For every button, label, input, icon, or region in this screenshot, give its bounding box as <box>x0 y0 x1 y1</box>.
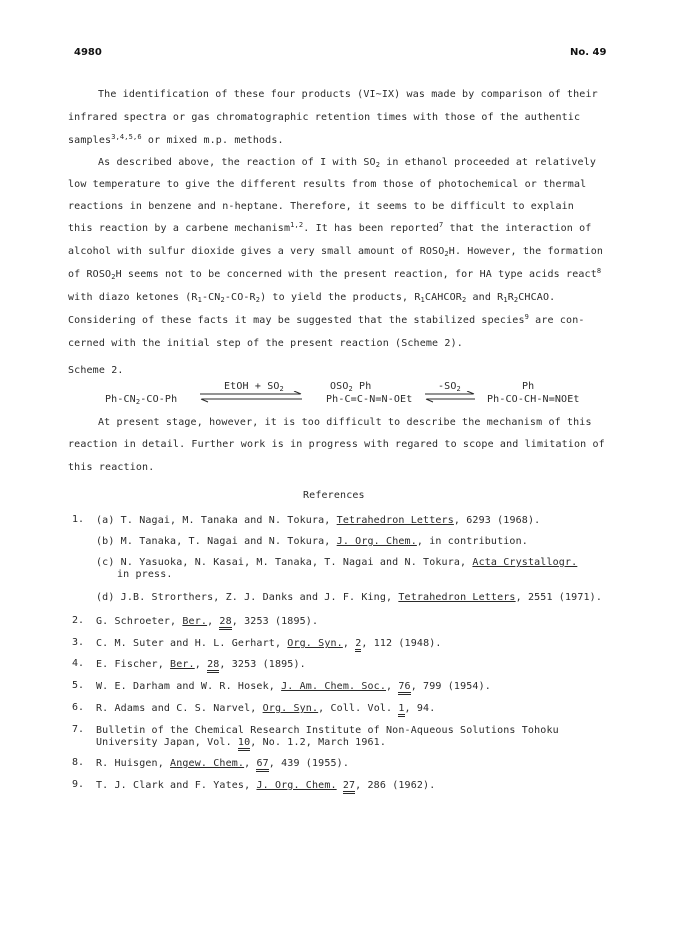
reference-7-number: 7. <box>72 724 85 735</box>
equilibrium-arrow-1 <box>200 391 305 403</box>
reference-1b: (b) M. Tanaka, T. Nagai and N. Tokura, J. Org. Chem., in contribution. <box>96 536 528 547</box>
scheme-reagent-2: $-SO_2$ <box>438 381 461 393</box>
paragraph-3-line-2: reaction in detail. Further work is in progress with regared to scope and limitation of <box>68 439 605 450</box>
references-heading: References <box>303 490 365 501</box>
issue-number: No. 49 <box>570 47 607 58</box>
reference-1c: (c) N. Yasuoka, N. Kasai, M. Tanaka, T. Nagai and N. Tokura, Acta Crystallogr. <box>96 557 578 568</box>
paragraph-3-line-3: this reaction. <box>68 462 155 473</box>
reference-6: R. Adams and C. S. Narvel, Org. Syn., Coll. Vol. 1, 94. <box>96 702 435 717</box>
reference-2-number: 2. <box>72 615 85 626</box>
paragraph-2-line-7: with diazo ketones $(R_1-CN_2-CO-R_2)$ to yield the products, $R_1CAHCOR_2$ and $R_1R_2CHCAO$. <box>68 292 556 304</box>
paragraph-1-line-3: samples$^{3,4,5,6}$ or mixed m.p. methods. <box>68 133 284 146</box>
reference-8: R. Huisgen, Angew. Chem., 67, 439 (1955). <box>96 757 349 772</box>
paragraph-2-line-5: alcohol with sulfur dioxide gives a very small amount of $ROSO_2H$. However, the formation <box>68 246 604 258</box>
reference-8-number: 8. <box>72 757 85 768</box>
reference-4-number: 4. <box>72 658 85 669</box>
reference-3-number: 3. <box>72 637 85 648</box>
reference-5: W. E. Darham and W. R. Hosek, J. Am. Chem. Soc., 76, 799 (1954). <box>96 680 491 695</box>
reference-9: T. J. Clark and F. Yates, J. Org. Chem. 27, 286 (1962). <box>96 779 435 794</box>
reference-1a: (a) T. Nagai, M. Tanaka and N. Tokura, Tetrahedron Letters, 6293 (1968). <box>96 515 541 526</box>
reference-7-line-1: Bulletin of the Chemical Research Institute of Non-Aqueous Solutions Tohoku <box>96 725 559 736</box>
paragraph-3-line-1: At present stage, however, it is too difficult to describe the mechanism of this <box>98 417 592 428</box>
reference-5-number: 5. <box>72 680 85 691</box>
scheme-label: Scheme 2. <box>68 365 124 376</box>
reference-4: E. Fischer, Ber., 28, 3253 (1895). <box>96 658 306 673</box>
paragraph-1-line-1: The identification of these four products (VI~IX) was made by comparison of their <box>98 89 598 100</box>
reference-2: G. Schroeter, Ber., 28, 3253 (1895). <box>96 615 318 630</box>
paragraph-2-line-9: cerned with the initial step of the present reaction (Scheme 2). <box>68 338 463 349</box>
reference-7-line-2: University Japan, Vol. 10, No. 1.2, March 1961. <box>96 736 386 751</box>
reference-1d: (d) J.B. Strorthers, Z. J. Danks and J. F. King, Tetrahedron Letters, 2551 (1971). <box>96 592 602 603</box>
scheme-product-substituent: Ph <box>522 381 535 392</box>
paragraph-2-line-1: As described above, the reaction of I with $SO_2$ in ethanol proceeded at relatively <box>98 157 597 169</box>
reference-9-number: 9. <box>72 779 85 790</box>
paragraph-2-line-8: Considering of these facts it may be suggested that the stabilized species$^9$ are con- <box>68 313 585 326</box>
scheme-intermediate: Ph-C=C-N=N-OEt <box>326 394 413 405</box>
paragraph-1-line-2: infrared spectra or gas chromatographic retention times with those of the authentic <box>68 112 581 123</box>
scheme-reactant: $Ph-CN_2-CO-Ph$ <box>105 394 178 406</box>
paragraph-2-line-6: of $ROSO_2H$ seems not to be concerned with the present reaction, for HA type acids react$^8$ <box>68 267 602 281</box>
reference-1c-continued: in press. <box>117 569 173 580</box>
scheme-reagent-1: EtOH + $SO_2$ <box>224 381 284 393</box>
paragraph-2-line-3: reactions in benzene and n-heptane. Therefore, it seems to be difficult to explain <box>68 201 574 212</box>
reference-6-number: 6. <box>72 702 85 713</box>
paragraph-2-line-2: low temperature to give the different results from those of photochemical or thermal <box>68 179 587 190</box>
scheme-intermediate-substituents: $OSO_2$ Ph <box>330 381 372 393</box>
reference-1-number: 1. <box>72 514 85 525</box>
scheme-product: Ph-CO-CH-N=NOEt <box>487 394 580 405</box>
reference-3: C. M. Suter and H. L. Gerhart, Org. Syn., 2, 112 (1948). <box>96 637 442 652</box>
paragraph-2-line-4: this reaction by a carbene mechanism$^{1,2}$. It has been reported$^7$ that the interaction of <box>68 221 592 234</box>
equilibrium-arrow-2 <box>425 391 477 403</box>
page-number: 4980 <box>74 47 102 58</box>
